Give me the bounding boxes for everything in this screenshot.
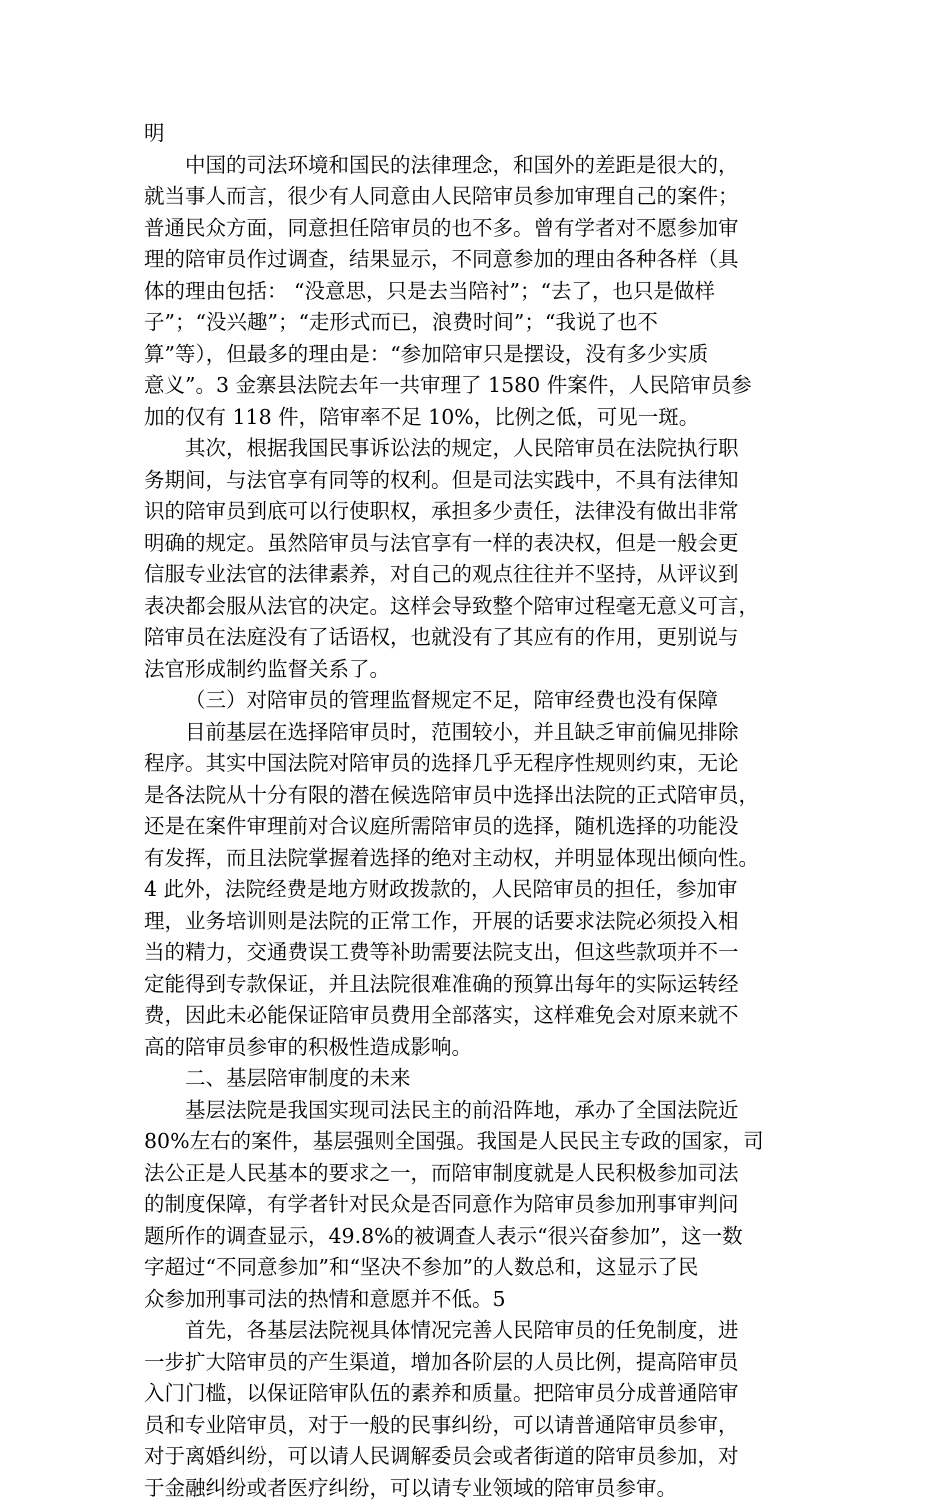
text-line: 法官形成制约监督关系了。 [144, 654, 806, 686]
text-line: 表决都会服从法官的决定。这样会导致整个陪审过程毫无意义可言， [144, 591, 806, 623]
text-line: 法公正是人民基本的要求之一，而陪审制度就是人民积极参加司法 [144, 1158, 806, 1190]
text-line: 基层法院是我国实现司法民主的前沿阵地，承办了全国法院近 [144, 1095, 806, 1127]
text-line: 首先，各基层法院视具体情况完善人民陪审员的任免制度，进 [144, 1315, 806, 1347]
text-line: 80%左右的案件，基层强则全国强。我国是人民民主专政的国家，司 [144, 1126, 806, 1158]
text-line: 识的陪审员到底可以行使职权，承担多少责任，法律没有做出非常 [144, 496, 806, 528]
text-line: 明确的规定。虽然陪审员与法官享有一样的表决权，但是一般会更 [144, 528, 806, 560]
text-line: 定能得到专款保证，并且法院很难准确的预算出每年的实际运转经 [144, 969, 806, 1001]
text-line: （三）对陪审员的管理监督规定不足，陪审经费也没有保障 [144, 685, 806, 717]
text-line: 普通民众方面，同意担任陪审员的也不多。曾有学者对不愿参加审 [144, 213, 806, 245]
text-line: 有发挥，而且法院掌握着选择的绝对主动权，并明显体现出倾向性。 [144, 843, 806, 875]
text-line: 当的精力，交通费误工费等补助需要法院支出，但这些款项并不一 [144, 937, 806, 969]
text-line: 一步扩大陪审员的产生渠道，增加各阶层的人员比例，提高陪审员 [144, 1347, 806, 1379]
text-line: 目前基层在选择陪审员时，范围较小，并且缺乏审前偏见排除 [144, 717, 806, 749]
text-line: 加的仅有 118 件，陪审率不足 10%，比例之低，可见一斑。 [144, 402, 806, 434]
text-line: 众参加刑事司法的热情和意愿并不低。5 [144, 1284, 806, 1316]
text-line: 对于离婚纠纷，可以请人民调解委员会或者街道的陪审员参加，对 [144, 1441, 806, 1473]
text-line: 入门门槛，以保证陪审队伍的素养和质量。把陪审员分成普通陪审 [144, 1378, 806, 1410]
text-line: 子”；“没兴趣”；“走形式而已，浪费时间”；“我说了也不 [144, 307, 806, 339]
text-line: 陪审员在法庭没有了话语权，也就没有了其应有的作用，更别说与 [144, 622, 806, 654]
text-line: 字超过“不同意参加”和“坚决不参加”的人数总和，这显示了民 [144, 1252, 806, 1284]
text-line: 二、基层陪审制度的未来 [144, 1063, 806, 1095]
document-page [144, 118, 806, 1504]
text-line: 是各法院从十分有限的潜在候选陪审员中选择出法院的正式陪审员， [144, 780, 806, 812]
text-line: 程序。其实中国法院对陪审员的选择几乎无程序性规则约束，无论 [144, 748, 806, 780]
text-line: 中国的司法环境和国民的法律理念，和国外的差距是很大的， [144, 150, 806, 182]
text-line: 意义”。3 金寨县法院去年一共审理了 1580 件案件，人民陪审员参 [144, 370, 806, 402]
text-line: 明 [144, 118, 806, 150]
text-line: 体的理由包括： “没意思，只是去当陪衬”；“去了，也只是做样 [144, 276, 806, 308]
text-line: 4 此外，法院经费是地方财政拨款的，人民陪审员的担任，参加审 [144, 874, 806, 906]
text-line: 算”等），但最多的理由是：“参加陪审只是摆设，没有多少实质 [144, 339, 806, 371]
text-line: 于金融纠纷或者医疗纠纷，可以请专业领域的陪审员参审。 [144, 1473, 806, 1504]
text-line: 理，业务培训则是法院的正常工作，开展的话要求法院必须投入相 [144, 906, 806, 938]
text-line: 高的陪审员参审的积极性造成影响。 [144, 1032, 806, 1064]
text-line: 题所作的调查显示，49.8%的被调查人表示“很兴奋参加”，这一数 [144, 1221, 806, 1253]
text-line: 务期间，与法官享有同等的权利。但是司法实践中，不具有法律知 [144, 465, 806, 497]
text-line: 员和专业陪审员，对于一般的民事纠纷，可以请普通陪审员参审， [144, 1410, 806, 1442]
text-line: 就当事人而言，很少有人同意由人民陪审员参加审理自己的案件； [144, 181, 806, 213]
text-line: 的制度保障，有学者针对民众是否同意作为陪审员参加刑事审判问 [144, 1189, 806, 1221]
text-line: 还是在案件审理前对合议庭所需陪审员的选择，随机选择的功能没 [144, 811, 806, 843]
text-line: 理的陪审员作过调查，结果显示，不同意参加的理由各种各样（具 [144, 244, 806, 276]
text-line: 信服专业法官的法律素养，对自己的观点往往并不坚持，从评议到 [144, 559, 806, 591]
text-line: 费，因此未必能保证陪审员费用全部落实，这样难免会对原来就不 [144, 1000, 806, 1032]
text-line: 其次，根据我国民事诉讼法的规定，人民陪审员在法院执行职 [144, 433, 806, 465]
